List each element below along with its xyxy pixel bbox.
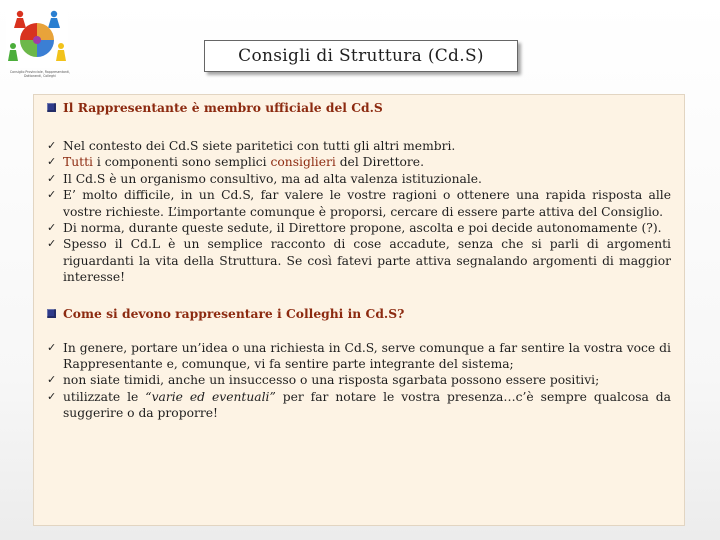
checkmark-icon: ✓ xyxy=(47,340,57,354)
list-item-text-part: utilizzate le xyxy=(63,389,146,404)
list-item xyxy=(47,154,671,170)
list-item xyxy=(47,187,671,220)
logo-caption: Consiglio Provinciale, Rappresentanti, Dottorandi, Colleghi xyxy=(9,70,71,78)
list-item-text-part: i componenti sono semplici xyxy=(92,155,271,170)
list-item-text: Nel contesto dei Cd.S siete paritetici con tutti gli altri membri. xyxy=(63,139,456,153)
list-item xyxy=(47,236,671,285)
list-item-text: non siate timidi, anche un insuccesso o una risposta sgarbata possono essere positivi; xyxy=(63,373,600,388)
list-item xyxy=(47,220,671,236)
checkmark-icon: ✓ xyxy=(47,171,57,185)
section-heading-2 xyxy=(47,306,671,322)
list-item xyxy=(47,389,671,422)
list-item-text: Il Cd.S è un organismo consultivo, ma ad alta valenza istituzionale. xyxy=(63,171,482,186)
list-item-text xyxy=(63,389,671,422)
checkmark-icon: ✓ xyxy=(47,237,57,251)
list-item-text: In genere, portare un’idea o una richiesta in Cd.S, serve comunque a far sentire la vostra voce di Rappresentante e, comunque, vi fa sentire parte integrante del sistema; xyxy=(63,340,671,372)
list-item-text: Spesso il Cd.L è un semplice racconto di cose accadute, senza che si parli di argomenti riguardanti la vita della Struttura. Se così fatevi parte attiva segnalando argomenti di maggior interesse! xyxy=(63,237,671,285)
list-item-text xyxy=(63,154,671,170)
list-item-text: E’ molto difficile, in un Cd.S, far valere le vostre ragioni o ottenere una rapida risposta alle vostre richieste. L’importante comunque è proporsi, cercare di essere parte attiva del Consiglio. xyxy=(63,188,671,219)
list-item xyxy=(47,372,671,388)
section-1-list xyxy=(47,138,671,286)
emphasis-text: “varie ed eventuali” xyxy=(145,389,276,404)
content-panel xyxy=(33,94,685,526)
list-item xyxy=(47,171,671,187)
checkmark-icon: ✓ xyxy=(47,373,57,387)
checkmark-icon: ✓ xyxy=(47,139,57,152)
checkmark-icon: ✓ xyxy=(47,389,57,403)
list-item-text: Di norma, durante queste sedute, il Direttore propone, ascolta e poi decide autonomamente (?). xyxy=(63,221,662,236)
section-heading-text: Il Rappresentante è membro ufficiale del Cd.S xyxy=(63,100,383,115)
section-2-list xyxy=(47,340,671,422)
checkmark-icon: ✓ xyxy=(47,221,57,235)
list-item-text-part: del Direttore. xyxy=(335,155,424,170)
page-title: Consigli di Struttura (Cd.S) xyxy=(204,40,518,72)
list-item xyxy=(47,340,671,373)
highlight-text: consiglieri xyxy=(270,155,336,170)
square-bullet-icon xyxy=(47,100,63,112)
checkmark-icon: ✓ xyxy=(47,188,57,202)
checkmark-icon: ✓ xyxy=(47,155,57,169)
list-item xyxy=(47,138,671,154)
highlight-text: Tutti xyxy=(63,155,93,170)
section-heading-1 xyxy=(47,100,671,116)
section-heading-text: Come si devono rappresentare i Colleghi in Cd.S? xyxy=(63,305,405,321)
puzzle-people-logo-icon xyxy=(6,6,68,68)
square-bullet-icon xyxy=(47,306,63,318)
list-item-text-part: per far notare le vostra presenza…c’è sempre qualcosa da suggerire o da proporre! xyxy=(63,389,672,421)
